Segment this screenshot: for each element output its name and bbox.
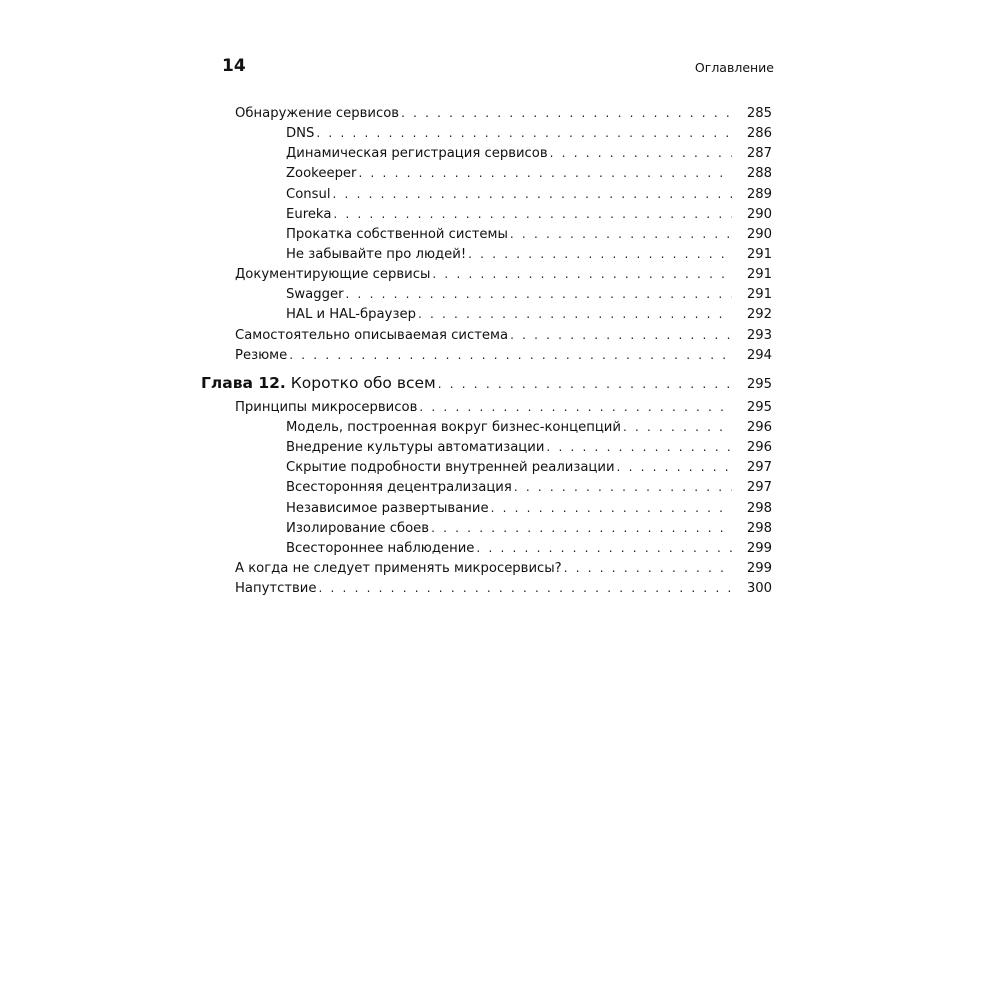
dot-leader xyxy=(358,163,732,183)
toc-entry-title: Внедрение культуры автоматизации xyxy=(286,440,545,456)
dot-leader xyxy=(418,304,732,324)
toc-entry xyxy=(0,578,1000,598)
toc-entry-page: 299 xyxy=(746,560,772,576)
toc-entry-page: 291 xyxy=(746,246,772,262)
toc-entry xyxy=(0,477,1000,497)
dot-leader xyxy=(468,244,732,264)
toc-entry-title: Swagger xyxy=(286,287,344,303)
toc-entry xyxy=(0,325,1000,345)
toc-entry-page: 295 xyxy=(746,399,772,415)
toc-entry-page: 290 xyxy=(746,206,772,222)
toc-entry xyxy=(0,143,1000,163)
dot-leader xyxy=(346,284,732,304)
toc-entry xyxy=(0,163,1000,183)
chapter-page: 295 xyxy=(746,376,772,392)
toc-entry-title: Consul xyxy=(286,186,331,202)
dot-leader xyxy=(419,397,732,417)
toc-entry-title: Независимое развертывание xyxy=(286,500,489,516)
toc-entry-page: 290 xyxy=(746,226,772,242)
toc-entry-page: 293 xyxy=(746,327,772,343)
chapter-title xyxy=(201,369,436,397)
chapter-name: Коротко обо всем xyxy=(290,373,436,392)
toc-entry-title: DNS xyxy=(286,126,315,142)
dot-leader xyxy=(550,143,732,163)
dot-leader xyxy=(432,264,732,284)
page-number: 14 xyxy=(222,56,246,76)
toc-entry xyxy=(0,224,1000,244)
toc-entry-page: 285 xyxy=(746,106,772,121)
dot-leader xyxy=(623,417,732,437)
toc-entry xyxy=(0,244,1000,264)
dot-leader xyxy=(476,538,732,558)
toc-entry-title: Всестороннее наблюдение xyxy=(286,540,475,556)
toc-entry xyxy=(0,204,1000,224)
dot-leader xyxy=(564,558,732,578)
toc-entry-page: 286 xyxy=(746,126,772,142)
dot-leader xyxy=(431,518,732,538)
toc-entry xyxy=(0,345,1000,365)
toc-entry-page: 288 xyxy=(746,166,772,182)
toc-entry xyxy=(0,103,1000,123)
toc-entry-page: 297 xyxy=(746,460,772,476)
toc-entry-title: Документирующие сервисы xyxy=(235,267,431,283)
toc-entry-title: Eureka xyxy=(286,206,332,222)
dot-leader xyxy=(438,370,732,398)
toc-entry-page: 291 xyxy=(746,267,772,283)
toc-entry xyxy=(0,184,1000,204)
table-of-contents xyxy=(0,103,1000,598)
dot-leader xyxy=(491,498,732,518)
dot-leader xyxy=(316,123,732,143)
toc-entry-page: 291 xyxy=(746,287,772,303)
dot-leader xyxy=(617,457,732,477)
toc-entry-page: 299 xyxy=(746,540,772,556)
running-head: Оглавление xyxy=(694,60,774,75)
dot-leader xyxy=(514,477,732,497)
toc-entry xyxy=(0,264,1000,284)
toc-entry-title: Всесторонняя децентрализация xyxy=(286,480,512,496)
toc-entry-title: Прокатка собственной системы xyxy=(286,226,508,242)
dot-leader xyxy=(333,184,732,204)
toc-entry xyxy=(0,498,1000,518)
dot-leader xyxy=(510,224,732,244)
dot-leader xyxy=(401,103,732,123)
dot-leader xyxy=(319,578,733,598)
toc-entry-page: 289 xyxy=(746,186,772,202)
toc-entry-page: 298 xyxy=(746,500,772,516)
toc-entry-page: 294 xyxy=(746,347,772,363)
toc-entry-title: Напутствие xyxy=(235,581,317,597)
toc-entry xyxy=(0,397,1000,417)
toc-entry-page: 296 xyxy=(746,440,772,456)
toc-entry-title: Принципы микросервисов xyxy=(235,399,418,415)
toc-entry-title: Обнаружение сервисов xyxy=(235,106,400,121)
toc-entry-title: Резюме xyxy=(235,347,288,363)
toc-entry-page: 298 xyxy=(746,520,772,536)
toc-entry-title: Изолирование сбоев xyxy=(286,520,430,536)
toc-entry-title: Модель, построенная вокруг бизнес-концепций xyxy=(286,419,621,435)
toc-chapter-heading xyxy=(0,365,1000,397)
toc-entry xyxy=(0,538,1000,558)
toc-entry xyxy=(0,417,1000,437)
toc-entry-title: Не забывайте про людей! xyxy=(286,246,467,262)
toc-entry-title: Динамическая регистрация сервисов xyxy=(286,146,548,162)
dot-leader xyxy=(333,204,732,224)
toc-entry xyxy=(0,123,1000,143)
toc-entry-page: 297 xyxy=(746,480,772,496)
toc-entry xyxy=(0,284,1000,304)
dot-leader xyxy=(546,437,732,457)
toc-entry xyxy=(0,558,1000,578)
dot-leader xyxy=(289,345,732,365)
toc-entry-page: 300 xyxy=(746,581,772,597)
toc-entry-title: HAL и HAL-браузер xyxy=(286,307,416,323)
toc-entry-title: А когда не следует применять микросервисы? xyxy=(235,560,562,576)
toc-entry-page: 292 xyxy=(746,307,772,323)
toc-entry-page: 296 xyxy=(746,419,772,435)
chapter-label: Глава 12. xyxy=(201,373,286,392)
toc-entry xyxy=(0,457,1000,477)
toc-entry xyxy=(0,304,1000,324)
toc-entry-title: Скрытие подробности внутренней реализации xyxy=(286,460,615,476)
toc-entry-page: 287 xyxy=(746,146,772,162)
dot-leader xyxy=(510,325,732,345)
toc-entry xyxy=(0,518,1000,538)
toc-entry xyxy=(0,437,1000,457)
toc-entry-title: Zookeeper xyxy=(286,166,357,182)
toc-entry-title: Самостоятельно описываемая система xyxy=(235,327,509,343)
